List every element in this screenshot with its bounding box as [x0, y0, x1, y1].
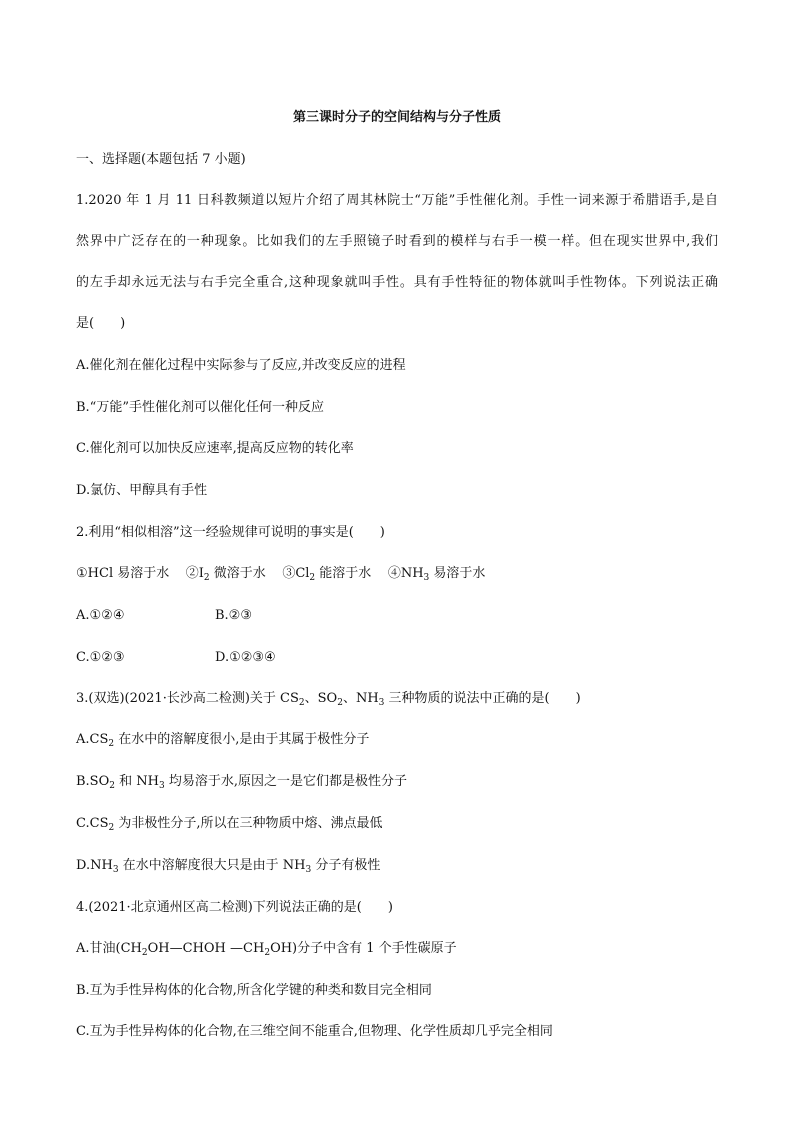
q3-option-b: $B.SO_2$ 和 $NH_3$ 均易溶于水,原因之一是它们都是极性分子 [76, 774, 407, 791]
q2-option-d: D.①②③④ [215, 650, 276, 665]
q2-fact-4: $④NH_3$ 易溶于水 [387, 566, 486, 583]
q2-stem: 2.利用“相似相溶”这一经验规律可说明的事实是( ) [76, 525, 385, 540]
q1-stem-line-1: 1.2020 年 1 月 11 日科教频道以短片介绍了周其林院士“万能”手性催化剂。手性一词来源于希腊语手,是自 [76, 193, 718, 208]
q3-option-d: $D.NH_3$ 在水中溶解度很大只是由于 $NH_3$ 分子有极性 [76, 858, 381, 875]
q1-stem-line-4: 是( ) [76, 316, 126, 331]
page-title: 第三课时分子的空间结构与分子性质 [292, 110, 501, 125]
q2-fact-1: ①HCl 易溶于水 [76, 566, 170, 581]
q2-facts [76, 565, 485, 587]
q3-stem: 3.(双选)(2021·长沙高二检测)关于 $CS_2$、$SO_2$、$NH_3$ 三种物质的说法中正确的是( ) [76, 691, 581, 708]
q1-option-b: B.“万能”手性催化剂可以催化任何一种反应 [76, 400, 324, 415]
q1-option-d: D.氯仿、甲醇具有手性 [76, 483, 208, 498]
q1-option-c: C.催化剂可以加快反应速率,提高反应物的转化率 [76, 441, 354, 456]
q1-option-a: A.催化剂在催化过程中实际参与了反应,并改变反应的进程 [76, 358, 406, 373]
q1-stem-line-3: 的左手却永远无法与右手完全重合,这种现象就叫手性。具有手性特征的物体就叫手性物体。下列说法正确 [76, 275, 718, 290]
q2-option-c: C.①②③ [76, 650, 125, 665]
q3-option-c: $C.CS_2$ 为非极性分子,所以在三种物质中熔、沸点最低 [76, 816, 383, 833]
q4-stem: 4.(2021·北京通州区高二检测)下列说法正确的是( ) [76, 900, 393, 915]
q4-option-a: A.甘油($CH_2OH—CHOH$ $—CH_2OH$)分子中含有 1 个手性碳原子 [76, 941, 457, 958]
section-heading: 一、选择题(本题包括 7 小题) [76, 152, 246, 167]
q1-stem-line-2: 然界中广泛存在的一种现象。比如我们的左手照镜子时看到的模样与右手一模一样。但在现实世界中,我们 [76, 234, 718, 249]
q4-option-b: B.互为手性异构体的化合物,所含化学键的种类和数目完全相同 [76, 983, 432, 998]
q3-option-a: $A.CS_2$ 在水中的溶解度很小,是由于其属于极性分子 [76, 732, 370, 749]
q2-option-a: A.①②④ [76, 608, 125, 623]
q2-fact-2: $②I_2$ 微溶于水 [185, 566, 266, 583]
q4-option-c: C.互为手性异构体的化合物,在三维空间不能重合,但物理、化学性质却几乎完全相同 [76, 1024, 553, 1039]
q2-fact-3: $③Cl_2$ 能溶于水 [282, 566, 372, 583]
q2-option-b: B.②③ [215, 608, 252, 623]
